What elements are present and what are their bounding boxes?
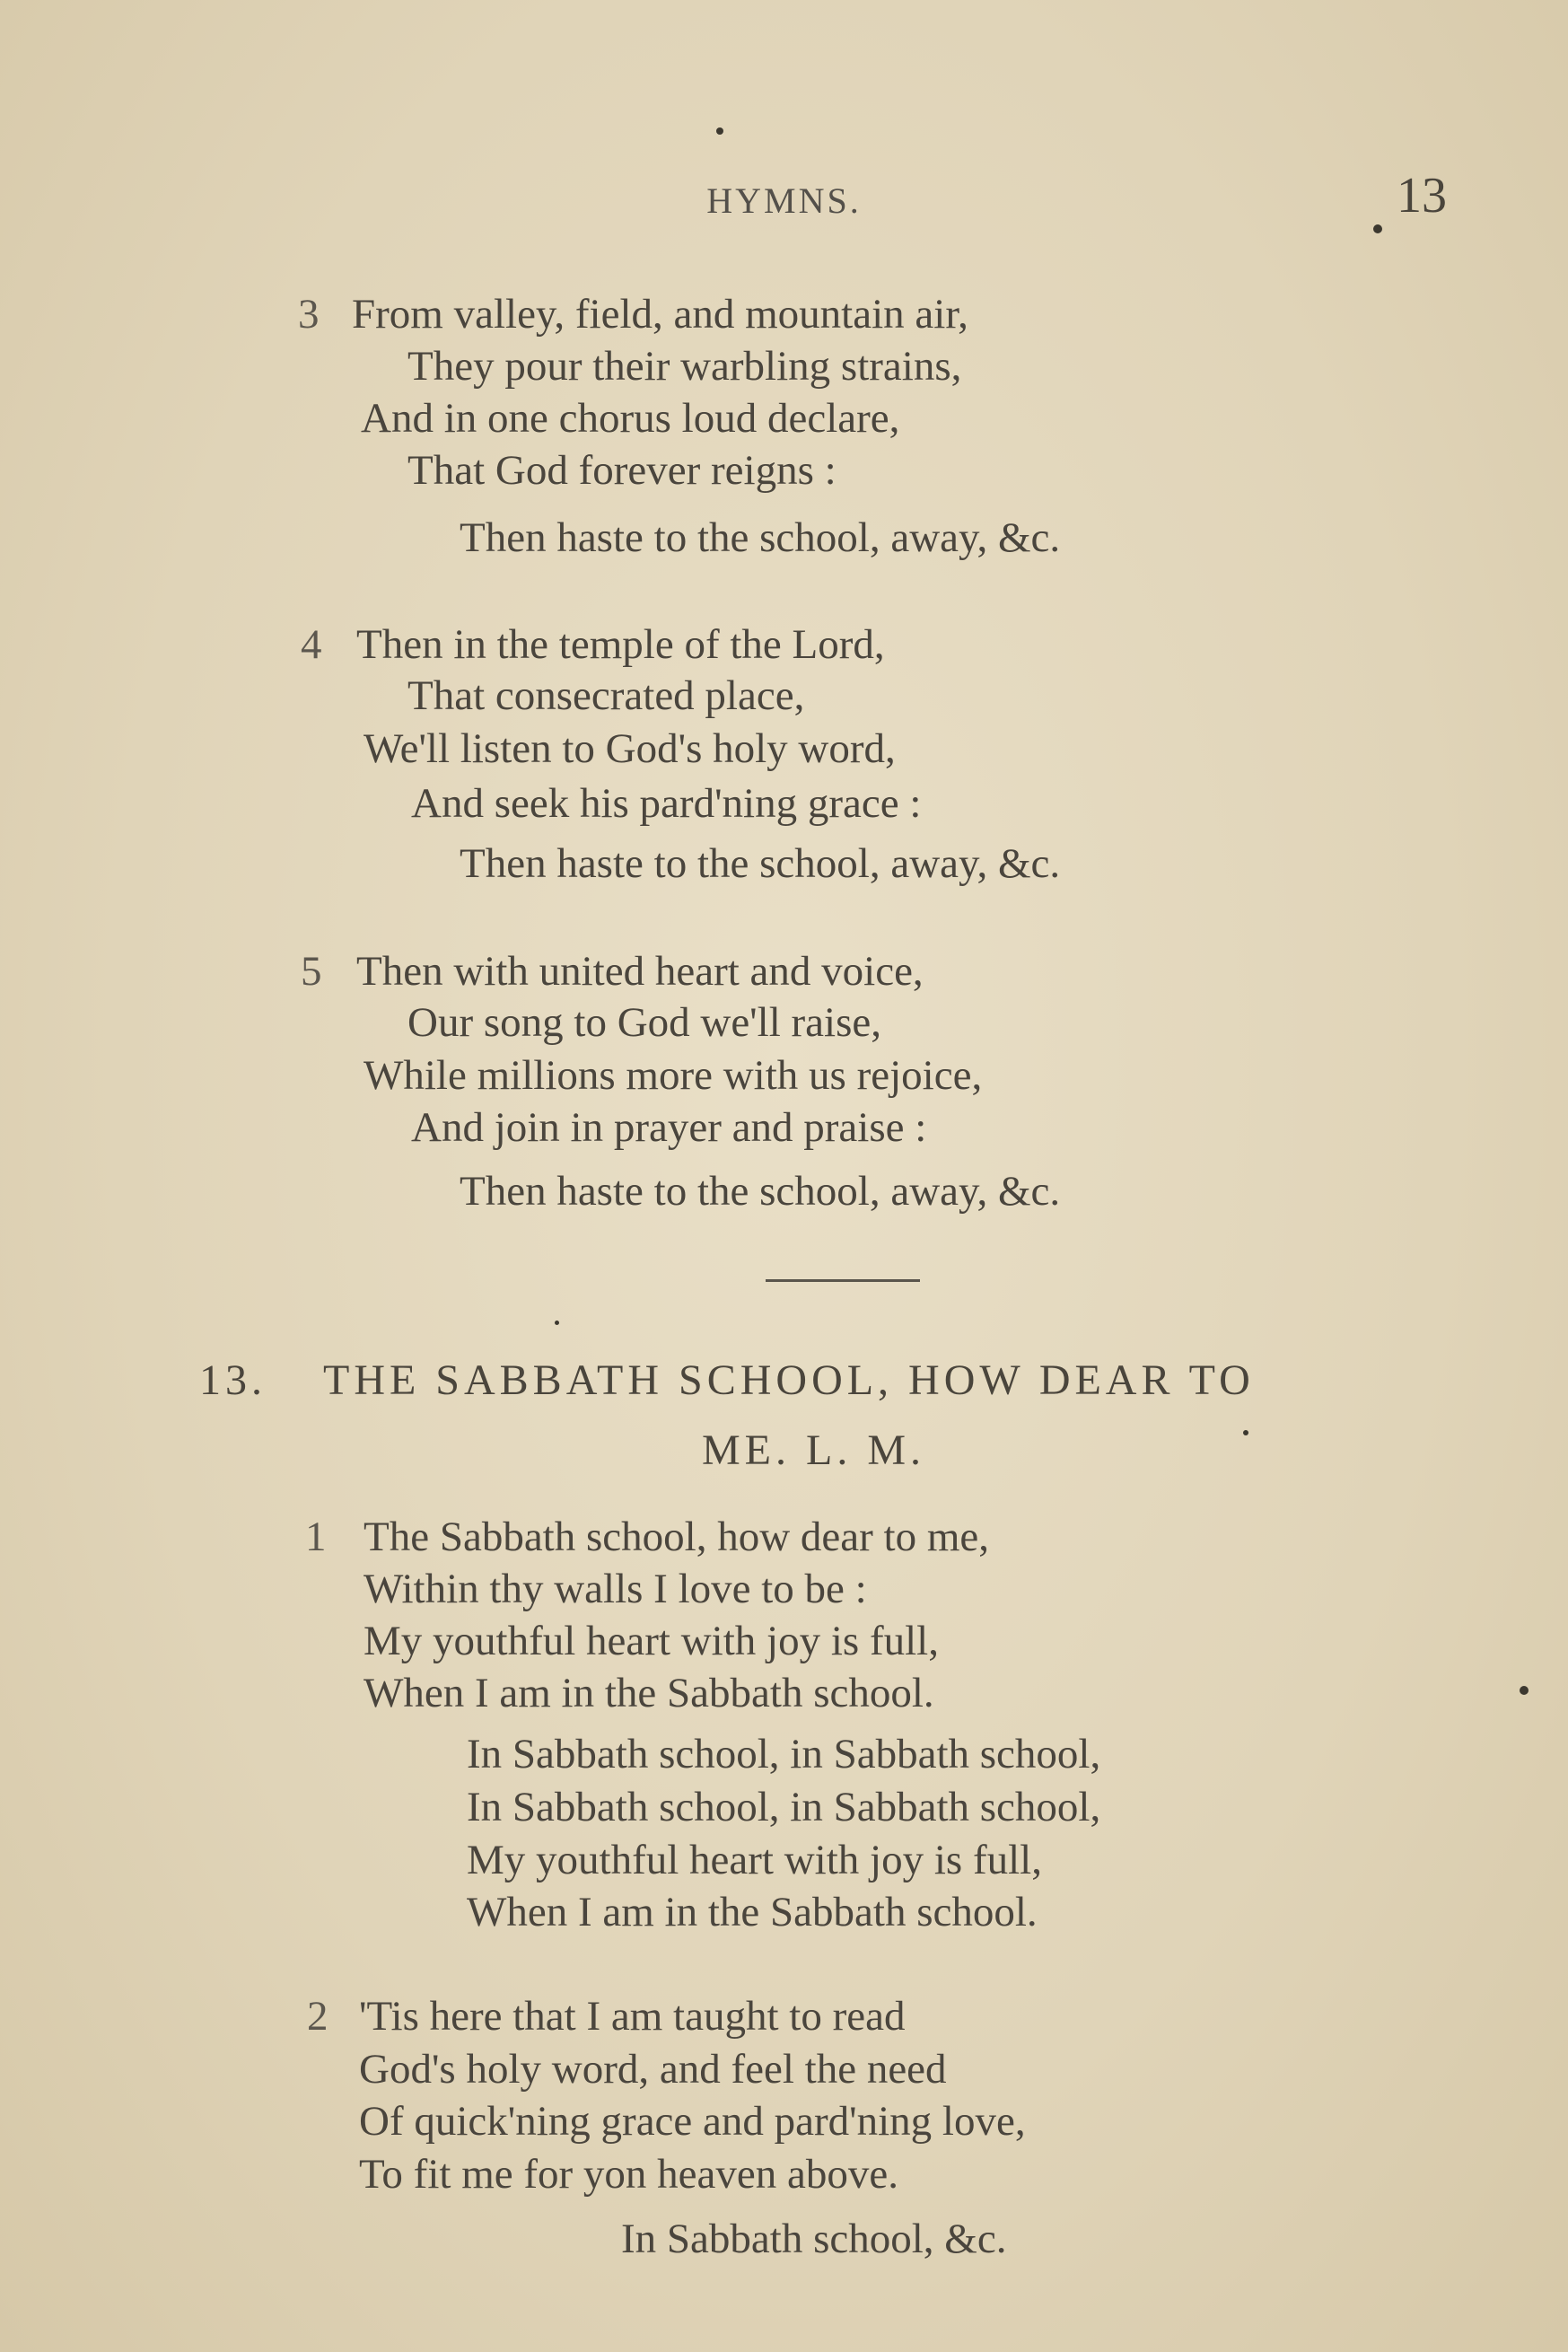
ink-speck <box>1243 1430 1248 1435</box>
refrain-line: In Sabbath school, in Sabbath school, <box>467 1731 1101 1777</box>
ink-speck <box>716 127 723 135</box>
refrain-line: Then haste to the school, away, &c. <box>460 840 1061 887</box>
verse-line: From valley, field, and mountain air, <box>352 291 968 338</box>
verse-line: 'Tis here that I am taught to read <box>359 1993 906 2040</box>
verse-line: When I am in the Sabbath school. <box>364 1670 934 1716</box>
verse-line: Then with united heart and voice, <box>356 948 924 995</box>
verse-line: Within thy walls I love to be : <box>364 1566 867 1612</box>
refrain-line: In Sabbath school, &c. <box>621 2216 1007 2262</box>
refrain-line: When I am in the Sabbath school. <box>467 1889 1038 1935</box>
verse-line: And in one chorus loud declare, <box>361 395 900 442</box>
verse-line: Of quick'ning grace and pard'ning love, <box>359 2098 1026 2145</box>
stanza-number: 1 <box>305 1514 327 1560</box>
section-divider <box>766 1279 920 1282</box>
refrain-line: Then haste to the school, away, &c. <box>460 1168 1061 1215</box>
refrain-line: My youthful heart with joy is full, <box>467 1837 1042 1883</box>
refrain-line: Then haste to the school, away, &c. <box>460 514 1061 561</box>
stanza-number: 2 <box>307 1993 328 2040</box>
verse-line: While millions more with us rejoice, <box>364 1052 983 1099</box>
verse-line: And join in prayer and praise : <box>411 1104 927 1151</box>
verse-line: That consecrated place, <box>407 672 805 719</box>
running-header: HYMNS. <box>706 180 862 221</box>
stanza-number: 3 <box>298 291 320 338</box>
page-number: 13 <box>1397 168 1447 224</box>
refrain-line: In Sabbath school, in Sabbath school, <box>467 1784 1101 1830</box>
verse-line: Our song to God we'll raise, <box>407 999 881 1046</box>
verse-line: My youthful heart with joy is full, <box>364 1618 939 1664</box>
verse-line: That God forever reigns : <box>407 447 837 494</box>
hymn-title-line2: ME. L. M. <box>702 1426 925 1474</box>
verse-line: God's holy word, and feel the need <box>359 2046 947 2093</box>
verse-line: To fit me for yon heaven above. <box>359 2151 898 2198</box>
hymn-title-line1: THE SABBATH SCHOOL, HOW DEAR TO <box>323 1356 1255 1404</box>
verse-line: And seek his pard'ning grace : <box>411 780 922 827</box>
verse-line: We'll listen to God's holy word, <box>364 725 896 772</box>
ink-speck <box>1520 1686 1529 1695</box>
verse-line: The Sabbath school, how dear to me, <box>364 1514 989 1560</box>
ink-speck <box>555 1321 559 1325</box>
verse-line: They pour their warbling strains, <box>407 343 962 390</box>
ink-speck <box>1373 224 1382 233</box>
hymn-number: 13. <box>199 1356 267 1404</box>
stanza-number: 4 <box>301 621 322 668</box>
stanza-number: 5 <box>301 948 322 995</box>
verse-line: Then in the temple of the Lord, <box>356 621 885 668</box>
